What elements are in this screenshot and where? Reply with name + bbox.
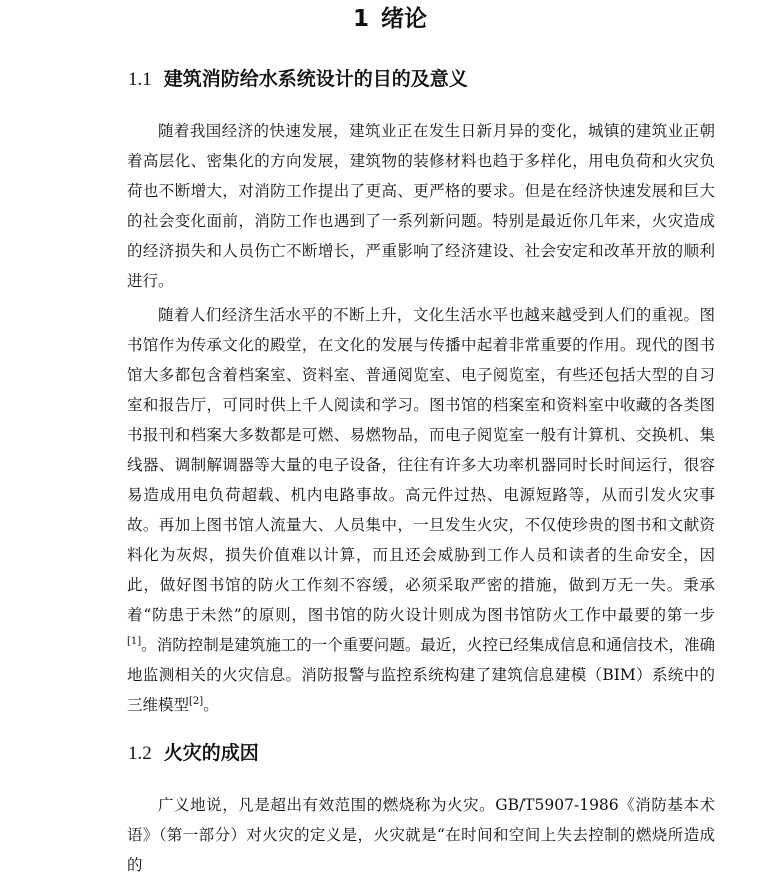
section-number: 1.2 xyxy=(128,743,152,764)
body-paragraph-1: 随着我国经济的快速发展，建筑业正在发生日新月异的变化，城镇的建筑业正朝着高层化、密集化的方向发展，建筑物的装修材料也趋于多样化，用电负荷和火灾负荷也不断增大，对消防工作提出了更高、更严格的要求。但是在经济快速发展和巨大的社会变化面前，消防工作也遇到了一系列新问题。特别是最近你几年来，火灾造成的经济损失和人员伤亡不断增长，严重影响了经济建设、社会安定和改革开放的顺利进行。 xyxy=(127,122,715,290)
body-paragraph-2 xyxy=(127,300,715,720)
section-title-text: 建筑消防给水系统设计的目的及意义 xyxy=(163,68,468,90)
chapter-title-text: 绪论 xyxy=(381,6,427,32)
section-heading-1-1 xyxy=(128,64,468,95)
paragraph-2-text-a: 随着人们经济生活水平的不断上升，文化生活水平也越来越受到人们的重视。图书馆作为传承文化的殿堂，在文化的发展与传播中起着非常重要的作用。现代的图书馆大多都包含着档案室、资料室、普通阅览室、电子阅览室，有些还包括大型的自习室和报告厅，可同时供上千人阅读和学习。图书馆的档案室和资料室中收藏的各类图书报刊和档案大多数都是可燃、易燃物品，而电子阅览室一般有计算机、交换机、集线器、调制解调器等大量的电子设备，往往有许多大功率机器同时长时间运行，很容易造成用电负荷超载、机内电路事故。高元件过热、电源短路等，从而引发火灾事故。再加上图书馆人流量大、人员集中，一旦发生火灾，不仅使珍贵的图书和文献资料化为灰烬，损失价值难以计算，而且还会威胁到工作人员和读者的生命安全，因此，做好图书馆的防火工作刻不容缓，必须采取严密的措施，做到万无一失。秉承着“防患于未然”的原则，图书馆的防火设计则成为图书馆防火工作中最要的第一步 xyxy=(127,306,715,624)
citation-ref-2: [2] xyxy=(189,695,204,707)
citation-ref-1: [1] xyxy=(127,635,142,647)
body-paragraph-3: 广义地说，凡是超出有效范围的燃烧称为火灾。GB/T5907-1986《消防基本术语》（第一部分）对火灾的定义是，火灾就是“在时间和空间上失去控制的燃烧所造成的 xyxy=(127,796,715,874)
paragraph-2-text-b: 。消防控制是建筑施工的一个重要问题。最近，火控已经集成信息和通信技术，准确地监测相关的火灾信息。消防报警与监控系统构建了建筑信息建模（BIM）系统中的三维模型 xyxy=(127,636,715,714)
paragraph-2-text-c: 。 xyxy=(203,696,219,714)
chapter-title xyxy=(0,2,780,36)
section-number: 1.1 xyxy=(128,69,152,90)
section-heading-1-2 xyxy=(128,738,259,769)
section-title-text: 火灾的成因 xyxy=(163,742,259,764)
chapter-number: 1 xyxy=(352,6,369,32)
